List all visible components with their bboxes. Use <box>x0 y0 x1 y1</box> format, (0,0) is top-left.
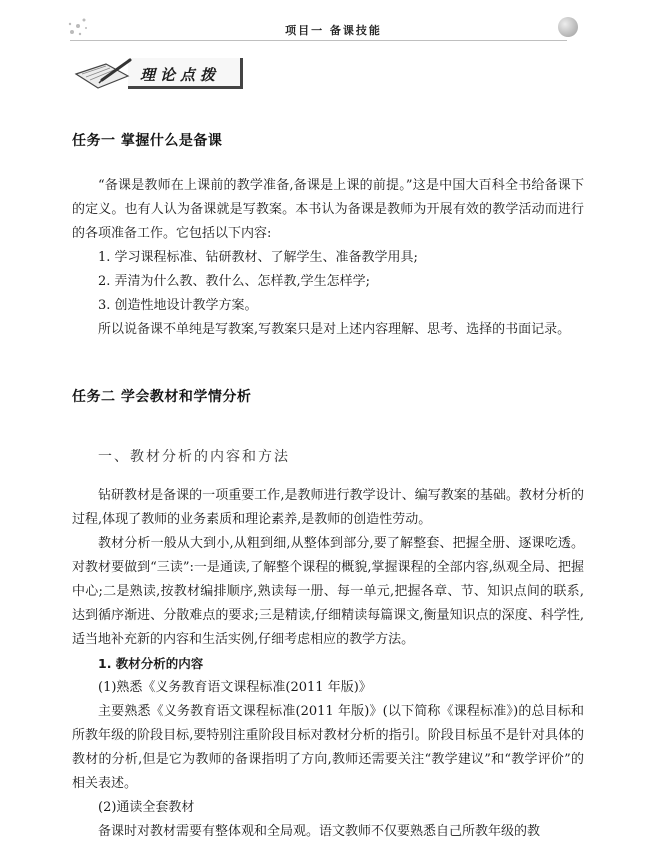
task2-heading: 任务二 学会教材和学情分析 <box>72 389 252 405</box>
running-header: 项目一 备课技能 <box>285 24 382 37</box>
task2-subheading: 一、教材分析的内容和方法 <box>98 449 290 465</box>
task1-heading: 任务一 掌握什么是备课 <box>72 133 223 149</box>
task2-paragraph-2: 教材分析一般从大到小,从粗到细,从整体到部分,要了解整套、把握全册、逐课吃透。对教材要做到“三读”:一是通读,了解整个课程的概貌,掌握课程的全部内容,纵观全局、把握中心;二是熟读,按教材编排顺序,熟读每一册、每一单元,把握各章、节、知识点间的联系,达到循序渐进、分散难点的要求;三是精读,仔细精读每篇课文,衡量知识点的深度、科学性,适当地补充新的内容和生活实例,仔细考虑相应的教学方法。 <box>72 536 584 647</box>
task1-list-item-2: 2. 弄清为什么教、教什么、怎样教,学生怎样学; <box>98 274 371 289</box>
task1-paragraph-2: 所以说备课不单纯是写教案,写教案只是对上述内容理解、思考、选择的书面记录。 <box>98 322 571 337</box>
header-divider <box>70 40 567 41</box>
section-banner <box>72 52 242 92</box>
banner-title: 理论点拨 <box>140 66 221 84</box>
task2-paragraph-3: 主要熟悉《义务教育语文课程标准(2011 年版)》(以下简称《课程标准》)的总目标和所教年级的阶段目标,要特别注重阶段目标对教材分析的指引。阶段目标虽不是针对具体的教材的分析,但是它为教师的备课指明了方向,教师还需要关注“教学建议”和“教学评价”的相关表述。 <box>72 704 584 791</box>
point1-subheading-2: (2)通读全套教材 <box>98 800 195 815</box>
task2-paragraph-1: 钻研教材是备课的一项重要工作,是教师进行教学设计、编写教案的基础。教材分析的过程,体现了教师的业务素质和理论素养,是教师的创造性劳动。 <box>72 488 584 527</box>
point1-subheading-1: (1)熟悉《义务教育语文课程标准(2011 年版)》 <box>98 680 372 695</box>
point1-heading: 1. 教材分析的内容 <box>98 656 204 671</box>
task1-list-item-1: 1. 学习课程标准、钻研教材、了解学生、准备教学用具; <box>98 250 418 265</box>
header-circle-icon <box>558 17 578 37</box>
task1-list-item-3: 3. 创造性地设计教学方案。 <box>98 298 258 313</box>
task2-paragraph-4: 备课时对教材需要有整体观和全局观。语文教师不仅要熟悉自己所教年级的教 <box>98 824 541 839</box>
notebook-pen-icon <box>72 56 134 90</box>
task1-paragraph-1: “备课是教师在上课前的教学准备,备课是上课的前提。”这是中国大百科全书给备课下的定义。也有人认为备课就是写教案。本书认为备课是教师为开展有效的教学活动而进行的各项准备工作。它包括以下内容: <box>72 178 584 241</box>
